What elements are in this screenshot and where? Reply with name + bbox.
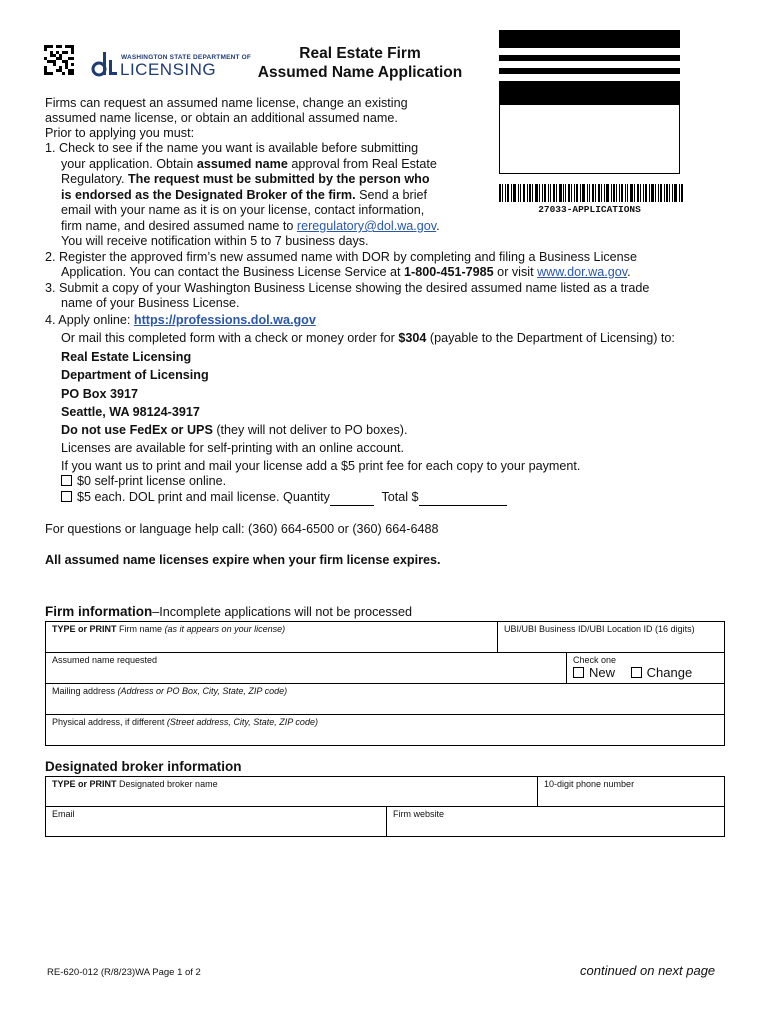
label-italic: (Address or PO Box, City, State, ZIP code)	[117, 686, 288, 696]
intro-line: Prior to applying you must:	[45, 126, 195, 140]
physical-address-field[interactable]	[45, 714, 725, 746]
text-run: Send a brief	[355, 188, 428, 202]
label-bold: TYPE or PRINT	[52, 624, 117, 634]
step-4-line	[45, 313, 316, 329]
total-label: Total $	[381, 490, 419, 504]
qr-code-icon	[44, 45, 74, 75]
label-text: Physical address, if different	[52, 717, 167, 727]
total-amount-field[interactable]	[419, 493, 507, 506]
form-title-line2: Assumed Name Application	[257, 64, 463, 81]
label-italic: (Street address, City, State, ZIP code)	[166, 717, 318, 727]
broker-info-heading: Designated broker information	[45, 759, 242, 774]
text-run: approval from Real Estate	[287, 157, 437, 171]
text-run: (payable to the Department of Licensing) to:	[426, 331, 675, 345]
text-run: .	[627, 265, 631, 279]
step-4-line	[61, 331, 675, 347]
expire-notice: All assumed name licenses expire when your firm license expires.	[45, 553, 441, 567]
field-label	[52, 717, 318, 727]
mail-print-label: $5 each. DOL print and mail license. Quantity	[77, 490, 330, 504]
assumed-name-field[interactable]	[45, 652, 567, 684]
field-label: Firm website	[393, 809, 445, 819]
barcode-number: 27033-APPLICATIONS	[538, 204, 641, 215]
label-italic: (as it appears on your license)	[164, 624, 286, 634]
change-checkbox[interactable]	[631, 667, 642, 678]
agency-name-main: LICENSING	[120, 60, 217, 79]
field-label	[52, 779, 218, 789]
office-use-bar	[499, 30, 680, 48]
text-run: firm name, and desired assumed name to	[61, 219, 297, 233]
barcode-icon	[499, 184, 683, 202]
print-info-line: Licenses are available for self-printing with an online account.	[61, 441, 405, 455]
office-use-box	[499, 104, 680, 174]
business-license-phone: 1-800-451-7985	[404, 265, 494, 279]
field-label: Email	[52, 809, 75, 819]
text-run: Regulatory.	[61, 172, 128, 186]
label-text: Firm name	[116, 624, 165, 634]
new-option[interactable]	[573, 665, 615, 680]
step-1-line	[61, 172, 430, 188]
field-label: Check one	[573, 655, 617, 665]
apply-online-link[interactable]: https://professions.dol.wa.gov	[133, 313, 316, 327]
text-run: your application. Obtain	[61, 157, 197, 171]
self-print-checkbox[interactable]	[61, 475, 72, 486]
broker-name-field[interactable]	[45, 776, 538, 807]
new-label: New	[589, 665, 616, 680]
step-1-line	[61, 188, 427, 204]
step-3-line: 3. Submit a copy of your Washington Business License showing the desired assumed name listed as a trade	[45, 281, 650, 295]
section-subtitle: –Incomplete applications will not be processed	[152, 605, 412, 619]
text-run-bold: Do not use FedEx or UPS	[61, 423, 213, 437]
continued-note: continued on next page	[580, 963, 716, 978]
change-label: Change	[646, 665, 693, 680]
agency-name-top: WASHINGTON STATE DEPARTMENT OF	[121, 54, 252, 61]
fee-amount: $304	[398, 331, 427, 345]
mail-print-option[interactable]	[61, 490, 507, 506]
field-label: Assumed name requested	[52, 655, 158, 665]
field-label	[52, 686, 287, 696]
text-run: Application. You can contact the Business License Service at	[61, 265, 405, 279]
label-text: Mailing address	[52, 686, 118, 696]
step-2-line: 2. Register the approved firm’s new assumed name with DOR by completing and filing a Business License	[45, 250, 637, 264]
text-run: .	[436, 219, 440, 233]
label-text: Designated broker name	[116, 779, 218, 789]
section-title: Firm information	[45, 604, 153, 619]
step-3-line: name of your Business License.	[61, 296, 240, 310]
form-title	[240, 44, 480, 82]
step-1-line: You will receive notification within 5 to 7 business days.	[61, 234, 369, 248]
broker-phone-field[interactable]	[537, 776, 725, 807]
intro-line: assumed name license, or obtain an additional assumed name.	[45, 111, 398, 125]
step-1-line: email with your name as it is on your license, contact information,	[61, 203, 425, 217]
step-1-line: 1. Check to see if the name you want is available before submitting	[45, 141, 419, 155]
dor-website-link[interactable]: www.dor.wa.gov	[537, 265, 628, 279]
field-label	[52, 624, 285, 634]
intro-line: Firms can request an assumed name license, change an existing	[45, 96, 408, 110]
text-run: Or mail this completed form with a check or money order for	[61, 331, 399, 345]
text-run-bold: assumed name	[196, 157, 288, 171]
field-label: UBI/UBI Business ID/UBI Location ID (16 digits)	[504, 624, 695, 634]
dol-logo-icon	[90, 50, 118, 78]
check-one-options	[573, 665, 692, 680]
office-use-bar	[499, 55, 680, 61]
self-print-option[interactable]	[61, 474, 226, 490]
office-use-bar	[499, 68, 680, 74]
firm-name-field[interactable]	[45, 621, 498, 653]
text-run: or visit	[493, 265, 538, 279]
print-info-line: If you want us to print and mail your license add a $5 print fee for each copy to your payment.	[61, 459, 581, 473]
quantity-field[interactable]	[330, 493, 374, 506]
firm-info-heading	[45, 604, 412, 621]
new-checkbox[interactable]	[573, 667, 584, 678]
mailing-address-field[interactable]	[45, 683, 725, 715]
field-label: 10-digit phone number	[544, 779, 635, 789]
mailing-address-line: Seattle, WA 98124-3917	[61, 405, 200, 419]
text-run-bold: is endorsed as the Designated Broker of the firm.	[61, 188, 356, 202]
mailing-address-line: Real Estate Licensing	[61, 350, 192, 364]
step-2-line	[61, 265, 631, 281]
form-id: RE-620-012 (R/8/23)WA Page 1 of 2	[47, 967, 201, 978]
ubi-field[interactable]	[497, 621, 725, 653]
step-1-line	[61, 219, 440, 235]
text-run: (they will not deliver to PO boxes).	[212, 423, 408, 437]
text-run-bold: The request must be submitted by the person who	[127, 172, 430, 186]
mail-print-checkbox[interactable]	[61, 491, 72, 502]
self-print-label: $0 self-print license online.	[77, 474, 227, 488]
change-option[interactable]	[631, 665, 693, 680]
text-run: 4. Apply online:	[45, 313, 134, 327]
mailing-address-line: Department of Licensing	[61, 368, 209, 382]
form-title-line1: Real Estate Firm	[299, 45, 421, 62]
help-phone-line: For questions or language help call: (360) 664-6500 or (360) 664-6488	[45, 522, 439, 536]
broker-email-field[interactable]	[45, 806, 387, 837]
carrier-warning	[61, 423, 407, 439]
mailing-address-line: PO Box 3917	[61, 387, 139, 401]
regulatory-email-link[interactable]: reregulatory@dol.wa.gov	[296, 219, 437, 233]
label-bold: TYPE or PRINT	[52, 779, 117, 789]
office-use-bar	[499, 81, 680, 104]
check-one-group	[566, 652, 725, 684]
firm-website-field[interactable]	[386, 806, 725, 837]
step-1-line	[61, 157, 437, 173]
